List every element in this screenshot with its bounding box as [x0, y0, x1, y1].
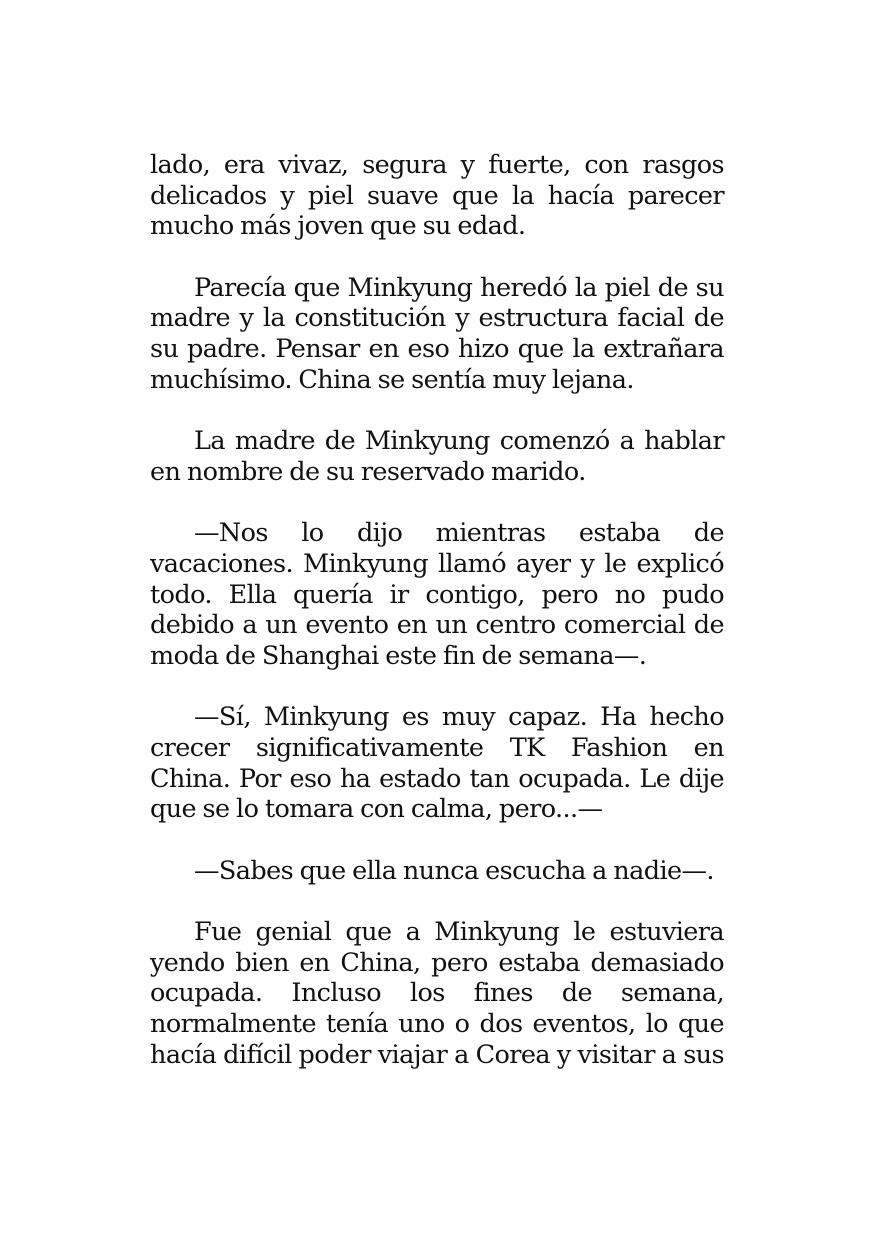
- paragraph-7: Fue genial que a Minkyung le estuviera yendo bien en China, pero estaba demasiado ocupada. Incluso los fines de semana, normalmente tenía uno o dos eventos, lo que hacía difícil poder viajar a Corea y visitar a sus: [150, 917, 724, 1070]
- document-page: [150, 150, 724, 1101]
- paragraph-3: La madre de Minkyung comenzó a hablar en nombre de su reservado marido.: [150, 426, 724, 487]
- paragraph-2: Parecía que Minkyung heredó la piel de su madre y la constitución y estructura facial de su padre. Pensar en eso hizo que la extrañara muchísimo. China se sentía muy lejana.: [150, 272, 724, 395]
- paragraph-6: —Sabes que ella nunca escucha a nadie—.: [194, 855, 714, 886]
- paragraph-4: —Nos lo dijo mientras estaba de vacaciones. Minkyung llamó ayer y le explicó todo. Ella quería ir contigo, pero no pudo debido a un evento en un centro comercial de moda de Shanghai este fin de semana—.: [150, 518, 724, 671]
- paragraph-1: lado, era vivaz, segura y fuerte, con rasgos delicados y piel suave que la hacía parecer mucho más joven que su edad.: [150, 150, 724, 242]
- paragraph-5: —Sí, Minkyung es muy capaz. Ha hecho crecer significativamente TK Fashion en China. Por eso ha estado tan ocupada. Le dije que se lo tomara con calma, pero...—: [150, 702, 724, 825]
